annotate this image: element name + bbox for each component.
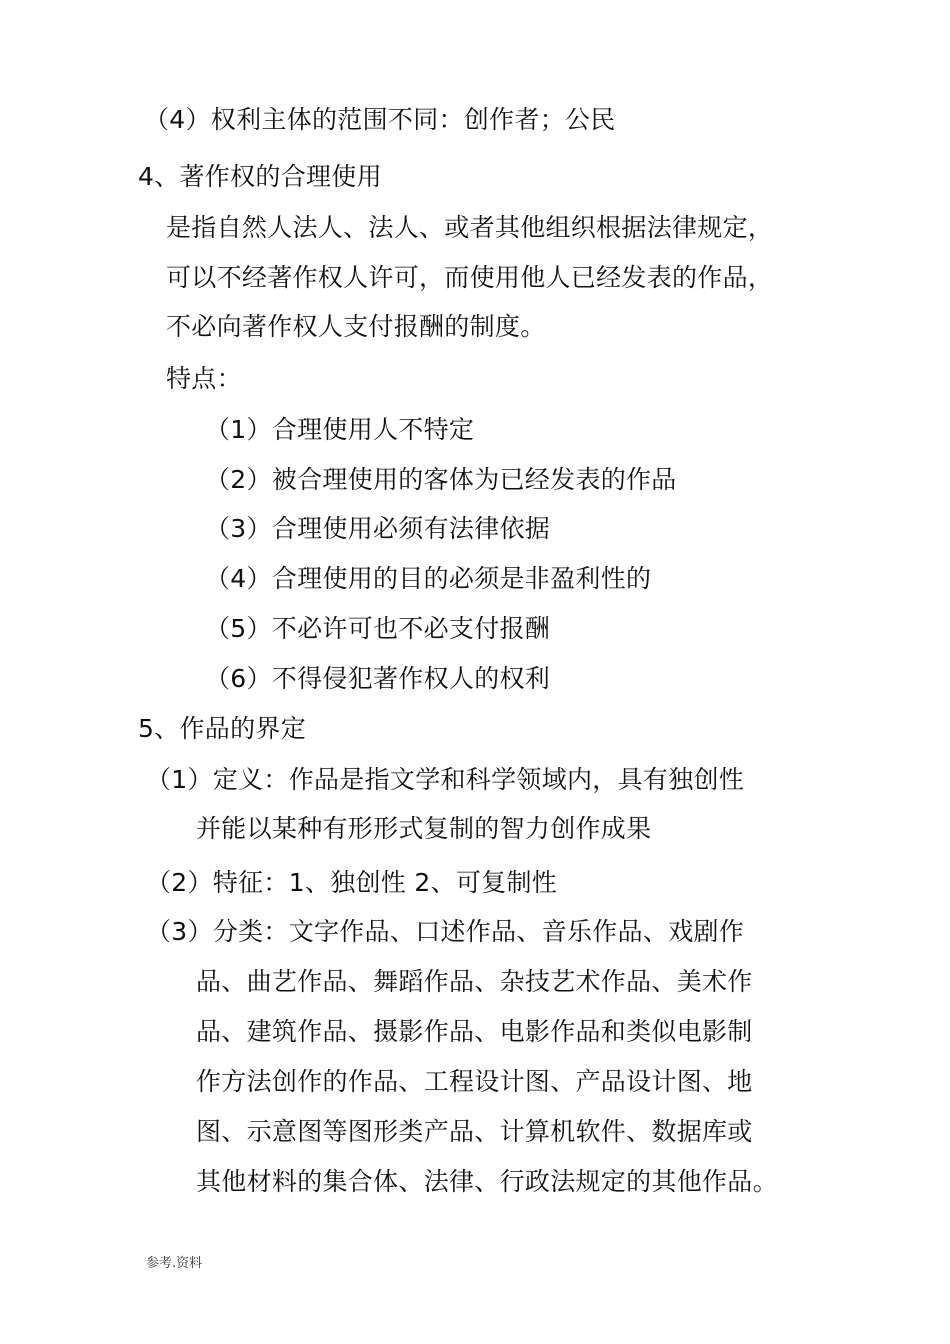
classification-line-2: 品、曲艺作品、舞蹈作品、杂技艺术作品、美术作 (196, 967, 753, 996)
text-line-1: （4）权利主体的范围不同：创作者；公民 (144, 105, 616, 134)
characteristics-line: （2）特征：1、独创性 2、可复制性 (146, 868, 558, 897)
feature-item-1: （1）合理使用人不特定 (205, 415, 475, 444)
definition-line-2: 并能以某种有形形式复制的智力创作成果 (196, 814, 652, 843)
features-label: 特点： (166, 364, 242, 393)
feature-item-4: （4）合理使用的目的必须是非盈利性的 (205, 564, 652, 593)
classification-line-1: （3）分类：文字作品、口述作品、音乐作品、戏剧作 (146, 917, 745, 946)
text-line-5: 不必向著作权人支付报酬的制度。 (166, 312, 546, 341)
feature-item-6: （6）不得侵犯著作权人的权利 (205, 664, 551, 693)
feature-item-2: （2）被合理使用的客体为已经发表的作品 (205, 465, 677, 494)
definition-line-1: （1）定义：作品是指文学和科学领域内，具有独创性 (146, 765, 745, 794)
text-line-3: 是指自然人法人、法人、或者其他组织根据法律规定， (166, 213, 774, 242)
footer-note: 参考.资料 (146, 1256, 203, 1271)
classification-line-3: 品、建筑作品、摄影作品、电影作品和类似电影制 (196, 1017, 753, 1046)
classification-line-5: 图、示意图等图形类产品、计算机软件、数据库或 (196, 1117, 753, 1146)
text-line-4: 可以不经著作权人许可，而使用他人已经发表的作品， (166, 263, 774, 292)
classification-line-6: 其他材料的集合体、法律、行政法规定的其他作品。 (196, 1167, 778, 1196)
classification-line-4: 作方法创作的作品、工程设计图、产品设计图、地 (196, 1067, 753, 1096)
section-heading-4: 4、著作权的合理使用 (138, 162, 382, 191)
feature-item-3: （3）合理使用必须有法律依据 (205, 514, 551, 543)
feature-item-5: （5）不必许可也不必支付报酬 (205, 614, 551, 643)
section-heading-5: 5、作品的界定 (138, 714, 307, 743)
